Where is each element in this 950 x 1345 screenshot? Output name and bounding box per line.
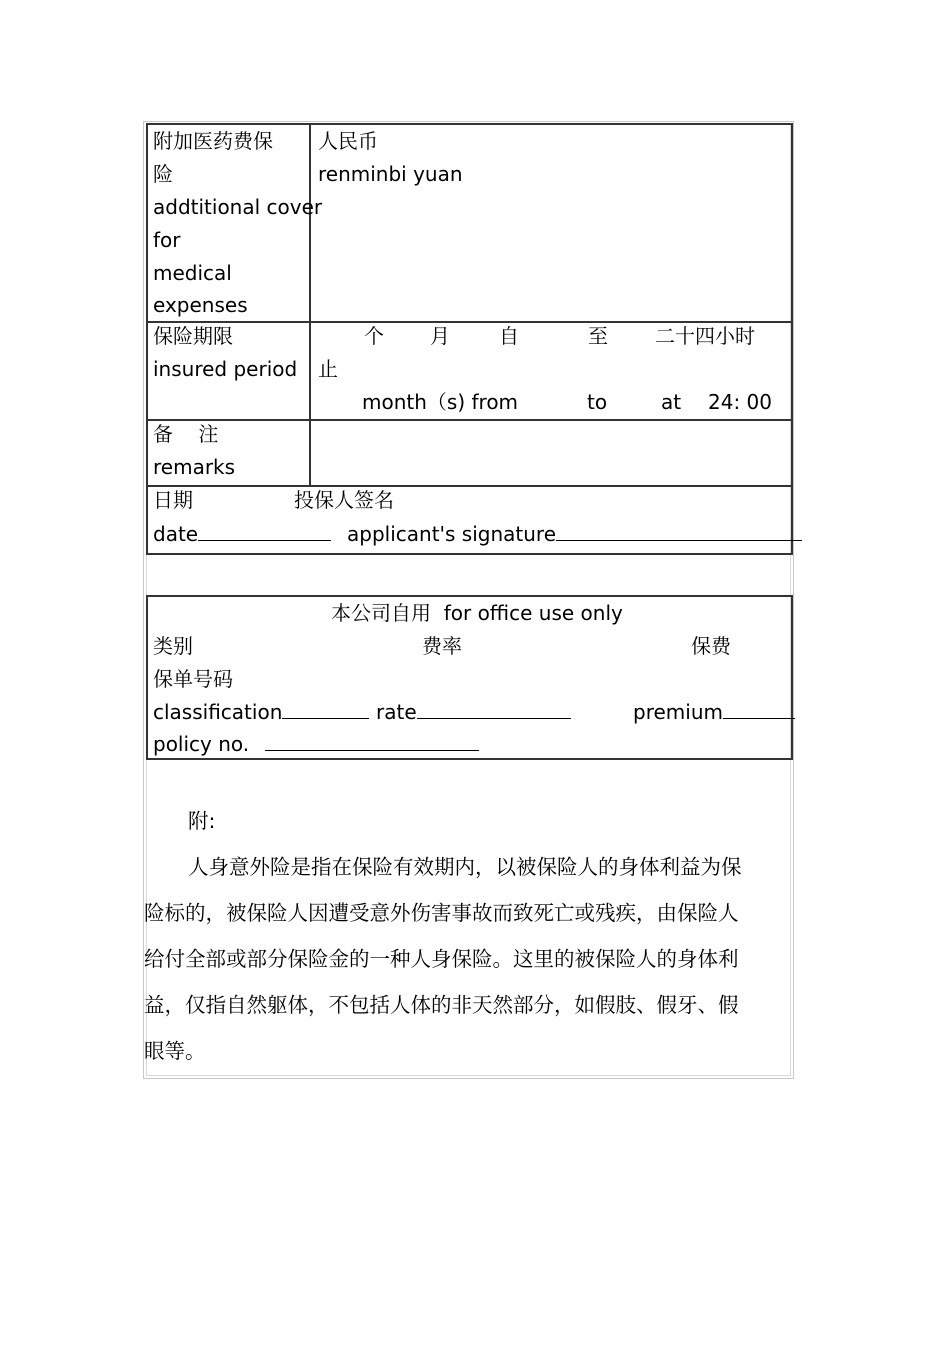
date-label-en: date — [153, 522, 199, 546]
period-label-cn: 保险期限 — [153, 324, 233, 348]
medical-label-en-2: for — [153, 228, 181, 252]
classification-field[interactable] — [153, 696, 369, 729]
date-field[interactable] — [153, 518, 331, 551]
rate-label-cn: 费率 — [422, 634, 462, 658]
period-hours: 二十四小时 — [655, 324, 755, 348]
remarks-label-cn: 备 注 — [153, 422, 219, 446]
date-underline — [198, 518, 331, 541]
premium-field[interactable] — [633, 696, 795, 729]
medical-label-en-1: addtitional cover — [153, 195, 323, 219]
policy-label-cn: 保单号码 — [153, 667, 233, 691]
classification-underline — [282, 696, 369, 719]
remarks-label-en: remarks — [153, 455, 236, 479]
date-label-cn: 日期 — [153, 488, 193, 512]
signature-underline — [556, 518, 802, 541]
appendix-line-3: 给付全部或部分保险金的一种人身保险。这里的被保险人的身体利 — [144, 947, 739, 971]
policy-field[interactable] — [153, 728, 479, 761]
period-zhi: 至 — [588, 324, 608, 348]
premium-label-en: premium — [633, 700, 723, 724]
office-title: 本公司自用 for office use only — [331, 601, 623, 625]
signature-label-en: applicant's signature — [347, 522, 557, 546]
signature-field[interactable] — [347, 518, 802, 551]
classification-label-en: classification — [153, 700, 283, 724]
appendix-line-5: 眼等。 — [144, 1039, 206, 1063]
medical-label-en-3: medical — [153, 261, 232, 285]
appendix-line-1: 人身意外险是指在保险有效期内，以被保险人的身体利益为保 — [188, 855, 742, 879]
period-to: to — [587, 390, 608, 414]
medical-value-cn: 人民币 — [318, 129, 378, 153]
medical-label-cn-2: 险 — [153, 162, 173, 186]
medical-label-en-4: expenses — [153, 293, 248, 317]
classification-label-cn: 类别 — [153, 634, 193, 658]
office-use-box — [146, 595, 793, 760]
signature-label-cn: 投保人签名 — [294, 488, 394, 512]
rate-label-en: rate — [376, 700, 417, 724]
medical-value-en: renminbi yuan — [318, 162, 463, 186]
policy-underline — [265, 728, 479, 751]
row-signature — [148, 487, 791, 553]
period-zi: 自 — [499, 324, 519, 348]
row-remarks — [148, 421, 791, 487]
policy-label-en: policy no. — [153, 732, 250, 756]
rate-underline — [417, 696, 571, 719]
appendix-line-2: 险标的，被保险人因遭受意外伤害事故而致死亡或残疾，由保险人 — [144, 901, 739, 925]
period-at: at — [661, 390, 682, 414]
period-zhi2: 止 — [318, 357, 338, 381]
insurance-form-table — [146, 123, 793, 555]
period-time: 24: 00 — [708, 390, 772, 414]
medical-label-cn-1: 附加医药费保 — [153, 129, 273, 153]
row-period — [148, 323, 791, 421]
period-month: month（s) from — [362, 390, 519, 414]
premium-underline — [723, 696, 795, 719]
period-yue: 月 — [430, 324, 450, 348]
period-label-en: insured period — [153, 357, 298, 381]
appendix-heading: 附: — [188, 809, 216, 833]
rate-field[interactable] — [376, 696, 571, 729]
period-ge: 个 — [364, 324, 384, 348]
appendix-line-4: 益，仅指自然躯体，不包括人体的非天然部分，如假肢、假牙、假 — [144, 993, 739, 1017]
premium-label-cn: 保费 — [691, 634, 731, 658]
row-medical — [148, 125, 791, 323]
